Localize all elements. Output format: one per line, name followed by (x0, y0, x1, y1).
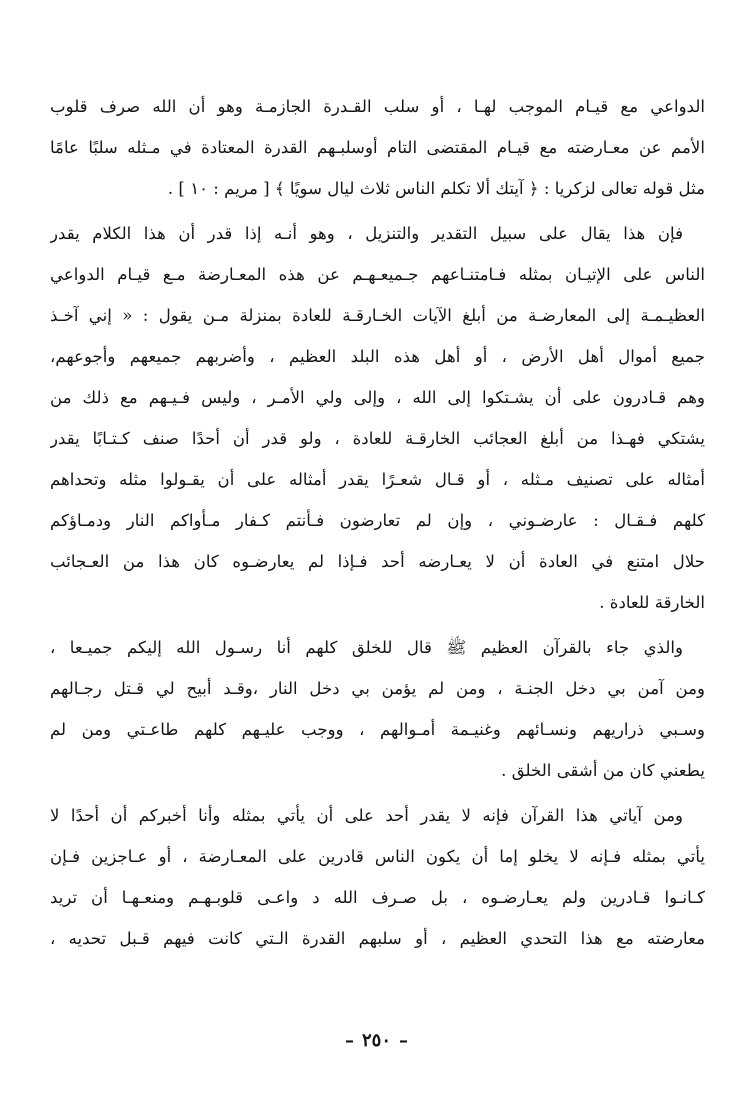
text-line: كـانـوا قـادرين ولم يعـارضـوه ، بل صـرف الله د واعـى قلوبـهـم ومنعـهـا أن تريد (50, 888, 705, 907)
text-line: ومن آياتي هذا القرآن فإنه لا يقدر أحد على أن يأتي بمثله وأنا أخبركم أن أحدًا لا (50, 806, 683, 825)
page-number-dash-right: – (399, 1030, 408, 1051)
text-line: يطعني كان من أشقى الخلق . (501, 761, 705, 780)
text-line: الناس على الإتيـان بمثله فـامتنـاعهم جـميعـهـم عن هذه المعـارضة مـع قيـام الدواعي (50, 265, 705, 284)
paragraph-2 (50, 213, 705, 623)
text-line: العظيـمـة إلى المعارضـة من أبلغ الآيات الخـارقـة للعادة بمنزلة مـن يقول : « إني آخـذ (50, 306, 705, 325)
text-line: الخارقة للعادة . (599, 593, 705, 612)
text-line: ومن آمن بي دخل الجنـة ، ومن لم يؤمن بي دخل النار ،وقـد أبيح لي قـتل رجـالهم (50, 679, 705, 698)
text-line: وهم قـادرون على أن يشـتكوا إلى الله ، وإلى ولي الأمـر ، وليس فـيـهم مع ذلك من (50, 388, 705, 407)
text-line: وسـبي ذراريهم ونسـائهم وغنيـمة أمـوالهم ، ووجب عليـهم كلهم طاعـتي ومن لم (50, 720, 705, 739)
text-line: كلهم فـقـال : عارضـوني ، وإن لم تعارضون فـأنتم كـفار مـأواكم النار ودمـاؤكم (50, 511, 705, 530)
text-line: يشتكي فهـذا من أبلغ العجائب الخارقـة للعادة ، ولو قدر أن أحدًا صنف كـتـابًا يقدر (50, 429, 705, 448)
paragraph-4 (50, 795, 705, 959)
paragraph-3 (50, 627, 705, 791)
page-number-dash-left: – (344, 1030, 354, 1051)
page-number (0, 1030, 753, 1051)
text-line: معارضته مع هذا التحدي العظيم ، أو سلبهم القدرة الـتي كانت فيهم قـبل تحديه ، (50, 929, 705, 948)
text-line: الدواعي مع قيـام الموجب لهـا ، أو سلب القـدرة الجازمـة وهو أن الله صرف قلوب (50, 97, 705, 116)
text-line: الأمم عن معـارضته مع قيـام المقتضى التام أوسلبـهم القدرة المعتادة في مـثله سلبًا عامًا (50, 138, 705, 157)
paragraph-1 (50, 86, 705, 209)
text-line: مثل قوله تعالى لزكريا : ﴿ آيتك ألا تكلم الناس ثلاث ليال سويًا ﴾ [ مريم : ١٠ ] . (167, 179, 705, 198)
text-line: أمثاله على تصنيف مـثله ، أو قـال شعـرًا يقدر أمثاله على أن يقـولوا مثله وتحداهم (50, 470, 705, 489)
page-number-value: ٢٥٠ (361, 1030, 391, 1051)
text-line: يأتي بمثله فـإنه لا يخلو إما أن يكون الناس قادرين على المعـارضة ، أو عـاجزين فـإن (50, 847, 705, 866)
text-line: والذي جاء بالقرآن العظيم ﷺ قال للخلق كلهم أنا رسـول الله إليكم جميـعا ، (50, 638, 683, 657)
text-line: فإن هذا يقال على سبيل التقدير والتنزيل ، وهو أنـه إذا قدر أن هذا الكلام يقدر (50, 224, 683, 243)
text-line: جميع أموال أهل الأرض ، أو أهل هذه البلد العظيم ، وأضربهم جميعهم وأجوعهم، (50, 347, 705, 366)
body-text (50, 86, 705, 959)
text-line: حلال امتنع في العادة أن لا يعـارضه أحد فـإذا لم يعارضـوه كان هذا من العـجائب (50, 552, 705, 571)
